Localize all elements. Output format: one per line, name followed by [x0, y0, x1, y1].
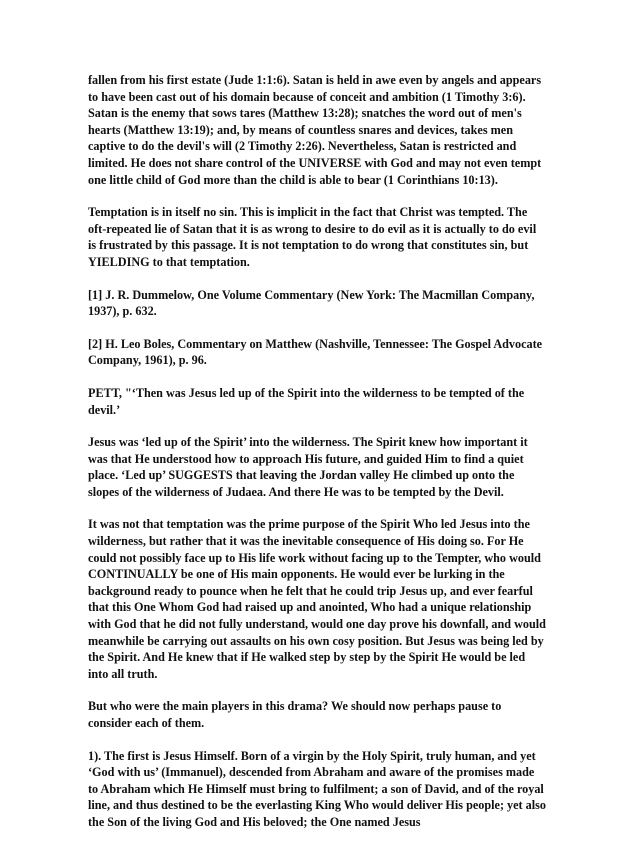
paragraph-inevitable-consequence: It was not that temptation was the prime purpose of the Spirit Who led Jesus into the wilderness, but rather that it was the inevitable consequence of His doing so. For He could not possibly face up to His life work without facing up to the Tempter, who would CONTINUALLY be one of His main opponents. He would ever be lurking in the background ready to pounce when he felt that he could trip Jesus up, and ever fearful that this One Whom God had raised up and anointed, Who had a unique relationship with God that he did not fully understand, would one day prove his downfall, and would meanwhile be carrying out assaults on his own cosy position. But Jesus was being led by the Spirit. And He knew that if He walked step by step by the Spirit He would be led into all truth. — [88, 517, 546, 681]
paragraph-led-up-of-spirit: Jesus was ‘led up of the Spirit’ into the wilderness. The Spirit knew how important it was that He understood how to approach His future, and guided Him to find a quiet place. ‘Led up’ SUGGESTS that leaving the Jordan valley He climbed up onto the slopes of the wilderness of Judaea. And there He was to be tempted by the Devil. — [88, 435, 528, 499]
paragraph-satan-restricted: fallen from his first estate (Jude 1:1:6). Satan is held in awe even by angels and appears to have been cast out of his domain because of conceit and ambition (1 Timothy 3:6). Satan is the enemy that sows tares (Matthew 13:28); snatches the word out of men's hearts (Matthew 13:19); and, by means of countless snares and devices, takes men captive to do the devil's will (2 Timothy 2:26). Nevertheless, Satan is restricted and limited. He does not share control of the UNIVERSE with God and may not even tempt one little child of God more than the child is able to bear (1 Corinthians 10:13). — [88, 73, 542, 187]
paragraph-pett-quote: PETT, "‘Then was Jesus led up of the Spirit into the wilderness to be tempted of the devil.’ — [88, 385, 525, 417]
paragraph-main-players: But who were the main players in this drama? We should now perhaps pause to consider each of them. — [88, 699, 502, 730]
footnote-2: [2] H. Leo Boles, Commentary on Matthew (Nashville, Tennessee: The Gospel Advocate Company, 1961), p. 96. — [88, 336, 543, 368]
paragraph-jesus-himself: 1). The first is Jesus Himself. Born of a virgin by the Holy Spirit, truly human, and yet ‘God with us’ (Immanuel), descended from Abraham and aware of the promises made to Abraham which He Himself must bring to fulfilment; a son of David, and of the royal line, and thus destined to be the everlasting King Who would deliver His people; yet also the Son of the living God and His beloved; the One named Jesus — [88, 748, 546, 829]
paragraph-temptation-no-sin: Temptation is in itself no sin. This is implicit in the fact that Christ was tempted. The oft-repeated lie of Satan that it is as wrong to desire to do evil as it is actually to do evil is frustrated by this passage. It is not temptation to do wrong that constitutes sin, but YIELDING to that temptation. — [88, 205, 537, 269]
footnote-1: [1] J. R. Dummelow, One Volume Commentary (New York: The Macmillan Company, 1937), p. 632. — [88, 287, 535, 319]
document-page — [88, 72, 546, 847]
